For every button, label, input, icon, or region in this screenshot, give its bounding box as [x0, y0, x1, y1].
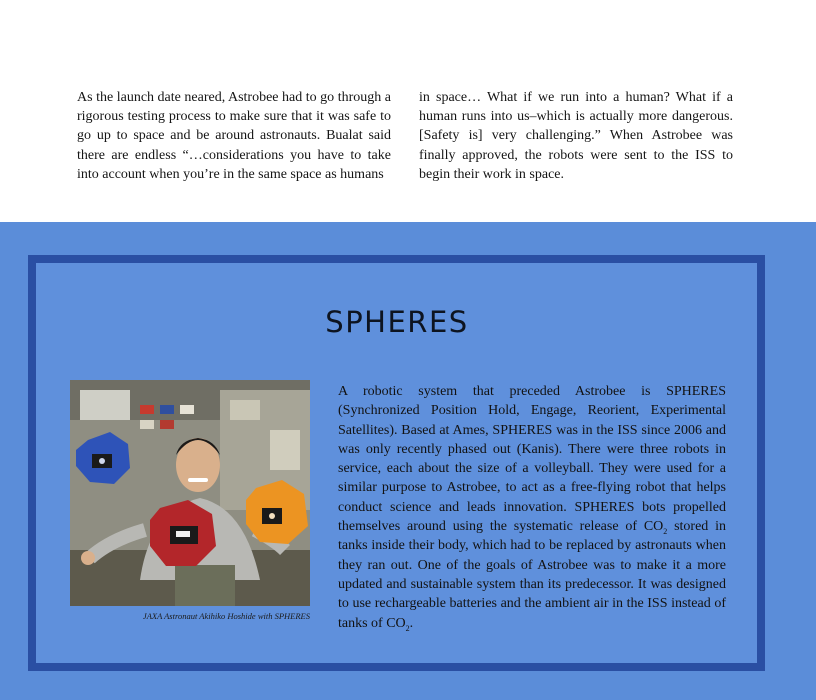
- body-text-part3: .: [409, 615, 414, 631]
- body-text-part2: stored in tanks inside their body, which had to be replaced by astronauts when they ran out. One of the goals of Astrobee was to make it a more updated and sustainable system than its predecessor. It was designed to use rechargeable batteries and the ambient air in the ISS instead of tanks of CO: [338, 519, 726, 631]
- co2-subscript: 2: [663, 526, 668, 536]
- body-text-part1: A robotic system that preceded Astrobee is SPHERES (Synchronized Position Hold, Engage, Reorient, Experimental Satellites). Based at Ames, SPHERES was in the ISS since 2006 and was only recently phased out (Kanis). There were three robots in service, each about the size of a volleyball. They were used for a similar purpose to Astrobee, to act as a free-flying robot that helps conduct science and leads innovation. SPHERES bots propelled themselves around using the systematic release of CO: [338, 384, 726, 535]
- intro-column-left: As the launch date neared, Astrobee had to go through a rigorous testing process to make sure that it was safe to go up to space and be around astronauts. Bualat said there are endless “…considerations you have to take into account when you’re in the same space as humans: [77, 90, 391, 182]
- photo-illustration: [70, 380, 310, 606]
- intro-columns: [77, 88, 733, 184]
- photo-caption: JAXA Astronaut Akihiko Hoshide with SPHERES: [142, 611, 310, 621]
- sidebar-body-text: [338, 382, 726, 633]
- sidebar-title: SPHERES: [325, 305, 469, 339]
- co2-subscript-2: 2: [405, 623, 410, 633]
- intro-column-right: in space… What if we run into a human? What if a human runs into us–which is actually more dangerous. [Safety is] very challenging.” When Astrobee was finally approved, the robots were sent to the ISS to begin their work in space.: [419, 90, 733, 182]
- spheres-photo: [70, 380, 310, 606]
